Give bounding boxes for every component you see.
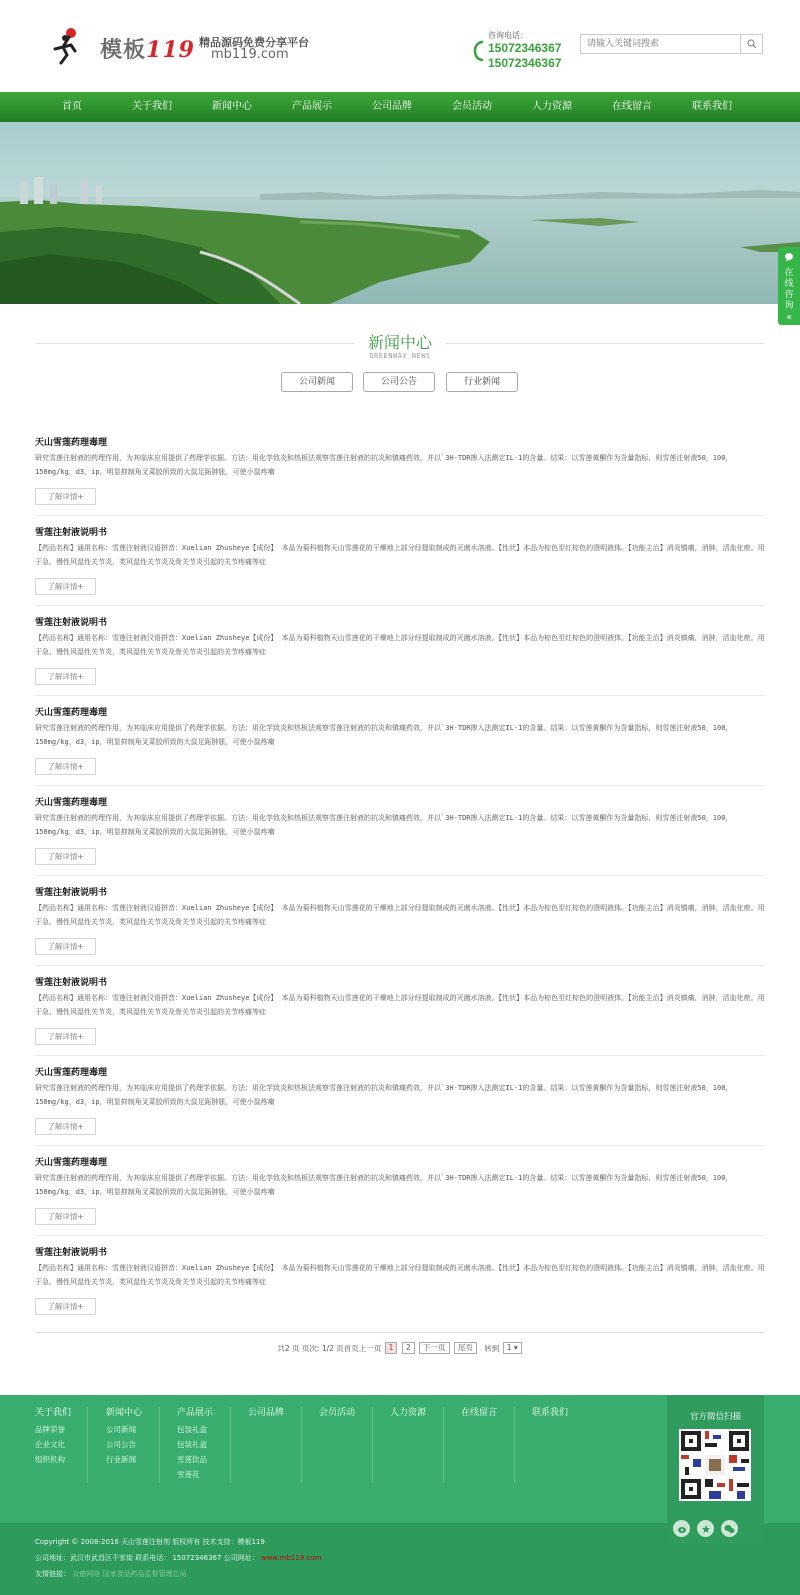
footer-col-head[interactable]: 公司品牌 — [248, 1408, 285, 1418]
article-title[interactable]: 雪莲注射液说明书 — [35, 978, 108, 988]
list-item — [35, 885, 765, 955]
list-item — [35, 1065, 765, 1135]
list-item — [35, 435, 765, 505]
article-title[interactable]: 天山雪莲药理毒理 — [35, 1068, 108, 1078]
footer-col-head[interactable]: 关于我们 — [35, 1408, 72, 1418]
divider — [35, 1055, 765, 1056]
nav-item-products[interactable]: 产品展示 — [292, 101, 332, 112]
article-summary: 研究雪莲注射液的药理作用，为其临床应用提供了药理学依据。方法：用化学致炎和热板法观察雪莲注射液的抗炎和镇痛药效，并以`3H-TDR掺入法测定IL-1的含量。结果：以雪莲黄酮作为含量指标，则雪莲注射液50，100，150mg/kg，d3，ip，明显抑制角叉菜胶所致的大鼠足跖肿胀，可使小鼠疼痛 — [35, 814, 733, 836]
tab-company-news[interactable]: 公司新闻 — [281, 372, 353, 392]
footer-link[interactable]: 雪莲花 — [177, 1470, 200, 1479]
section-subtitle: GREENWAY NEWS — [369, 352, 431, 360]
divider — [35, 515, 765, 516]
footer-col-head[interactable]: 人力资源 — [390, 1408, 427, 1418]
runner-logo-icon[interactable] — [45, 27, 85, 67]
pagination — [0, 1341, 800, 1355]
logo-text[interactable]: 模板119 — [100, 37, 195, 63]
article-summary: 【药品名称】通用名称：雪莲注射液汉语拼音：Xuelian Zhusheye【成份】 本品为菊科植物天山雪莲花的干燥地上部分经提取制成的灭菌水溶液。【性状】本品为棕色至红棕色的澄明液体。【功能主治】消炎镇痛，消肿，活血化瘀。用于急、慢性风湿性关节炎，类风湿性关节炎及骨关节炎引起的关节疼痛等症 — [35, 994, 765, 1016]
article-summary: 研究雪莲注射液的药理作用，为其临床应用提供了药理学依据。方法：用化学致炎和热板法观察雪莲注射液的抗炎和镇痛药效，并以`3H-TDR掺入法测定IL-1的含量。结果：以雪莲黄酮作为含量指标，则雪莲注射液50，100，150mg/kg，d3，ip，明显抑制角叉菜胶所致的大鼠足跖肿胀，可使小鼠疼痛 — [35, 1084, 733, 1106]
search-input[interactable] — [580, 34, 741, 54]
search-icon — [747, 39, 757, 49]
online-consult-arrow: « — [785, 312, 793, 323]
nav-item-hr[interactable]: 人力资源 — [532, 101, 572, 112]
online-consult-label: 在线咨询 — [784, 268, 794, 311]
copyright: Copyright © 2008-2016 天山雪莲注射剂 版权所有 技术支持：模板119 — [35, 1538, 265, 1546]
footer — [0, 1395, 800, 1595]
list-item — [35, 1155, 765, 1225]
last-page-button[interactable]: 尾页 — [454, 1342, 477, 1354]
read-more-button[interactable]: 了解详情+ — [35, 578, 96, 595]
nav-item-brand[interactable]: 公司品牌 — [372, 101, 412, 112]
divider — [35, 1145, 765, 1146]
footer-link[interactable]: 品牌荣誉 — [35, 1425, 65, 1434]
main-nav — [0, 92, 800, 122]
footer-col-head[interactable]: 在线留言 — [461, 1408, 498, 1418]
page-2-link[interactable]: 2 — [402, 1342, 415, 1354]
header — [0, 0, 800, 92]
footer-divider — [87, 1407, 88, 1483]
nav-item-member[interactable]: 会员活动 — [452, 101, 492, 112]
read-more-button[interactable]: 了解详情+ — [35, 848, 96, 865]
phone-number-2: 15072346367 — [488, 56, 562, 70]
nav-item-message[interactable]: 在线留言 — [612, 101, 652, 112]
article-title[interactable]: 雪莲注射液说明书 — [35, 1248, 108, 1258]
footer-divider — [301, 1407, 302, 1483]
divider — [35, 605, 765, 606]
star-icon — [701, 1524, 711, 1534]
footer-col-products — [177, 1405, 213, 1482]
read-more-button[interactable]: 了解详情+ — [35, 1028, 96, 1045]
read-more-button[interactable]: 了解详情+ — [35, 938, 96, 955]
banner-image — [0, 122, 800, 304]
phone-label: 咨询电话： — [488, 31, 528, 40]
goto-label: 转到 — [484, 1343, 500, 1353]
list-item — [35, 705, 765, 775]
nav-item-about[interactable]: 关于我们 — [132, 101, 172, 112]
footer-col-head[interactable]: 联系我们 — [532, 1408, 569, 1418]
favorite-icon[interactable] — [697, 1520, 714, 1537]
footer-col-member — [319, 1405, 355, 1422]
logo-domain: mb119.com — [211, 47, 289, 62]
footer-link[interactable]: 包装礼盒 — [177, 1425, 207, 1434]
footer-divider — [514, 1407, 515, 1483]
divider — [35, 875, 765, 876]
footer-link[interactable]: 雪莲饮品 — [177, 1455, 207, 1464]
article-summary: 【药品名称】通用名称：雪莲注射液汉语拼音：Xuelian Zhusheye【成份】 本品为菊科植物天山雪莲花的干燥地上部分经提取制成的灭菌水溶液。【性状】本品为棕色至红棕色的澄明液体。【功能主治】消炎镇痛，消肿，活血化瘀。用于急、慢性风湿性关节炎，类风湿性关节炎及骨关节炎引起的关节疼痛等症 — [35, 904, 765, 926]
footer-link[interactable]: 公司新闻 — [106, 1425, 136, 1434]
article-title[interactable]: 雪莲注射液说明书 — [35, 888, 108, 898]
read-more-button[interactable]: 了解详情+ — [35, 668, 96, 685]
footer-link[interactable]: 组织机构 — [35, 1455, 65, 1464]
site-link[interactable]: www.mb119.com — [260, 1554, 322, 1562]
friend-links-label: 友情链接： — [35, 1570, 70, 1578]
online-consult-tab[interactable] — [778, 247, 800, 325]
footer-divider — [230, 1407, 231, 1483]
footer-link[interactable]: 公司公告 — [106, 1440, 136, 1449]
divider — [35, 695, 765, 696]
article-summary: 【药品名称】通用名称：雪莲注射液汉语拼音：Xuelian Zhusheye【成份】 本品为菊科植物天山雪莲花的干燥地上部分经提取制成的灭菌水溶液。【性状】本品为棕色至红棕色的澄明液体。【功能主治】消炎镇痛，消肿，活血化瘀。用于急、慢性风湿性关节炎，类风湿性关节炎及骨关节炎引起的关节疼痛等症 — [35, 1264, 765, 1286]
read-more-button[interactable]: 了解详情+ — [35, 488, 96, 505]
footer-col-contact — [532, 1405, 568, 1422]
list-item — [35, 795, 765, 865]
list-item — [35, 975, 765, 1045]
article-title[interactable]: 天山雪莲药理毒理 — [35, 438, 108, 448]
read-more-button[interactable]: 了解详情+ — [35, 1298, 96, 1315]
nav-item-contact[interactable]: 联系我们 — [692, 101, 732, 112]
footer-link[interactable]: 企业文化 — [35, 1440, 65, 1449]
weibo-glyph-icon — [677, 1524, 687, 1534]
footer-divider — [443, 1407, 444, 1483]
friend-links — [35, 1569, 186, 1579]
section-title: 新闻中心 — [367, 333, 432, 352]
divider — [35, 965, 765, 966]
footer-col-about — [35, 1405, 71, 1467]
contact-line — [35, 1553, 321, 1563]
phone-number-1: 15072346367 — [488, 41, 562, 55]
footer-col-message — [461, 1405, 497, 1422]
wechat-icon[interactable] — [721, 1520, 738, 1537]
divider — [35, 785, 765, 786]
next-page-button[interactable]: 下一页 — [419, 1342, 450, 1354]
article-title[interactable]: 雪莲注射液说明书 — [35, 618, 108, 628]
nav-item-news[interactable]: 新闻中心 — [212, 101, 252, 112]
friend-links-list[interactable]: 众德网络 国家食品药品监督管理总局 — [72, 1570, 187, 1578]
phone-icon — [473, 40, 485, 62]
pager-summary: 共2 页 页次: 1/2 页首页上一页 — [277, 1343, 382, 1353]
footer-col-hr — [390, 1405, 426, 1422]
footer-col-brand — [248, 1405, 284, 1422]
page-1-link[interactable]: 1 — [385, 1342, 398, 1354]
footer-col-head[interactable]: 会员活动 — [319, 1408, 356, 1418]
tab-company-notice[interactable]: 公司公告 — [363, 372, 435, 392]
footer-col-head[interactable]: 产品展示 — [177, 1408, 214, 1418]
list-item — [35, 1245, 765, 1315]
footer-divider — [159, 1407, 160, 1483]
article-title[interactable]: 天山雪莲药理毒理 — [35, 708, 108, 718]
qr-panel — [667, 1395, 764, 1545]
footer-link[interactable]: 行业新闻 — [106, 1455, 136, 1464]
article-title[interactable]: 天山雪莲药理毒理 — [35, 798, 108, 808]
read-more-button[interactable]: 了解详情+ — [35, 1118, 96, 1135]
footer-link[interactable]: 包装礼盒 — [177, 1440, 207, 1449]
read-more-button[interactable]: 了解详情+ — [35, 758, 96, 775]
qr-title: 官方微信扫描 — [689, 1412, 741, 1422]
nav-item-home[interactable]: 首页 — [62, 101, 82, 112]
address-text: 公司地址：武汉市武昌区千家街 联系电话： 15072346367 公司网址： — [35, 1554, 259, 1562]
chat-icon — [784, 252, 794, 262]
wechat-glyph-icon — [724, 1524, 735, 1534]
article-summary: 研究雪莲注射液的药理作用，为其临床应用提供了药理学依据。方法：用化学致炎和热板法观察雪莲注射液的抗炎和镇痛药效，并以`3H-TDR掺入法测定IL-1的含量。结果：以雪莲黄酮作为含量指标，则雪莲注射液50，100，150mg/kg，d3，ip，明显抑制角叉菜胶所致的大鼠足跖肿胀，可使小鼠疼痛 — [35, 1174, 733, 1196]
divider — [35, 1235, 765, 1236]
tab-industry-news[interactable]: 行业新闻 — [446, 372, 518, 392]
list-item — [35, 615, 765, 685]
list-item — [35, 525, 765, 595]
article-summary: 【药品名称】通用名称：雪莲注射液汉语拼音：Xuelian Zhusheye【成份】 本品为菊科植物天山雪莲花的干燥地上部分经提取制成的灭菌水溶液。【性状】本品为棕色至红棕色的澄明液体。【功能主治】消炎镇痛，消肿，活血化瘀。用于急、慢性风湿性关节炎，类风湿性关节炎及骨关节炎引起的关节疼痛等症 — [35, 634, 765, 656]
footer-col-head[interactable]: 新闻中心 — [106, 1408, 143, 1418]
weibo-icon[interactable] — [673, 1520, 690, 1537]
article-title[interactable]: 雪莲注射液说明书 — [35, 528, 108, 538]
search-button[interactable] — [741, 34, 763, 54]
wechat-qr-code — [679, 1429, 751, 1501]
article-summary: 研究雪莲注射液的药理作用，为其临床应用提供了药理学依据。方法：用化学致炎和热板法观察雪莲注射液的抗炎和镇痛药效，并以`3H-TDR掺入法测定IL-1的含量。结果：以雪莲黄酮作为含量指标，则雪莲注射液50，100，150mg/kg，d3，ip，明显抑制角叉菜胶所致的大鼠足跖肿胀，可使小鼠疼痛 — [35, 454, 733, 476]
page-select[interactable]: 1 ▾ — [503, 1342, 522, 1354]
logo-slogan: 精品源码免费分享平台 — [199, 36, 309, 49]
pager-divider — [35, 1332, 765, 1333]
article-summary: 研究雪莲注射液的药理作用，为其临床应用提供了药理学依据。方法：用化学致炎和热板法观察雪莲注射液的抗炎和镇痛药效，并以`3H-TDR掺入法测定IL-1的含量。结果：以雪莲黄酮作为含量指标，则雪莲注射液50，100，150mg/kg，d3，ip，明显抑制角叉菜胶所致的大鼠足跖肿胀，可使小鼠疼痛 — [35, 724, 733, 746]
article-summary: 【药品名称】通用名称：雪莲注射液汉语拼音：Xuelian Zhusheye【成份】 本品为菊科植物天山雪莲花的干燥地上部分经提取制成的灭菌水溶液。【性状】本品为棕色至红棕色的澄明液体。【功能主治】消炎镇痛，消肿，活血化瘀。用于急、慢性风湿性关节炎，类风湿性关节炎及骨关节炎引起的关节疼痛等症 — [35, 544, 765, 566]
read-more-button[interactable]: 了解详情+ — [35, 1208, 96, 1225]
footer-divider — [372, 1407, 373, 1483]
footer-col-news — [106, 1405, 142, 1467]
article-title[interactable]: 天山雪莲药理毒理 — [35, 1158, 108, 1168]
